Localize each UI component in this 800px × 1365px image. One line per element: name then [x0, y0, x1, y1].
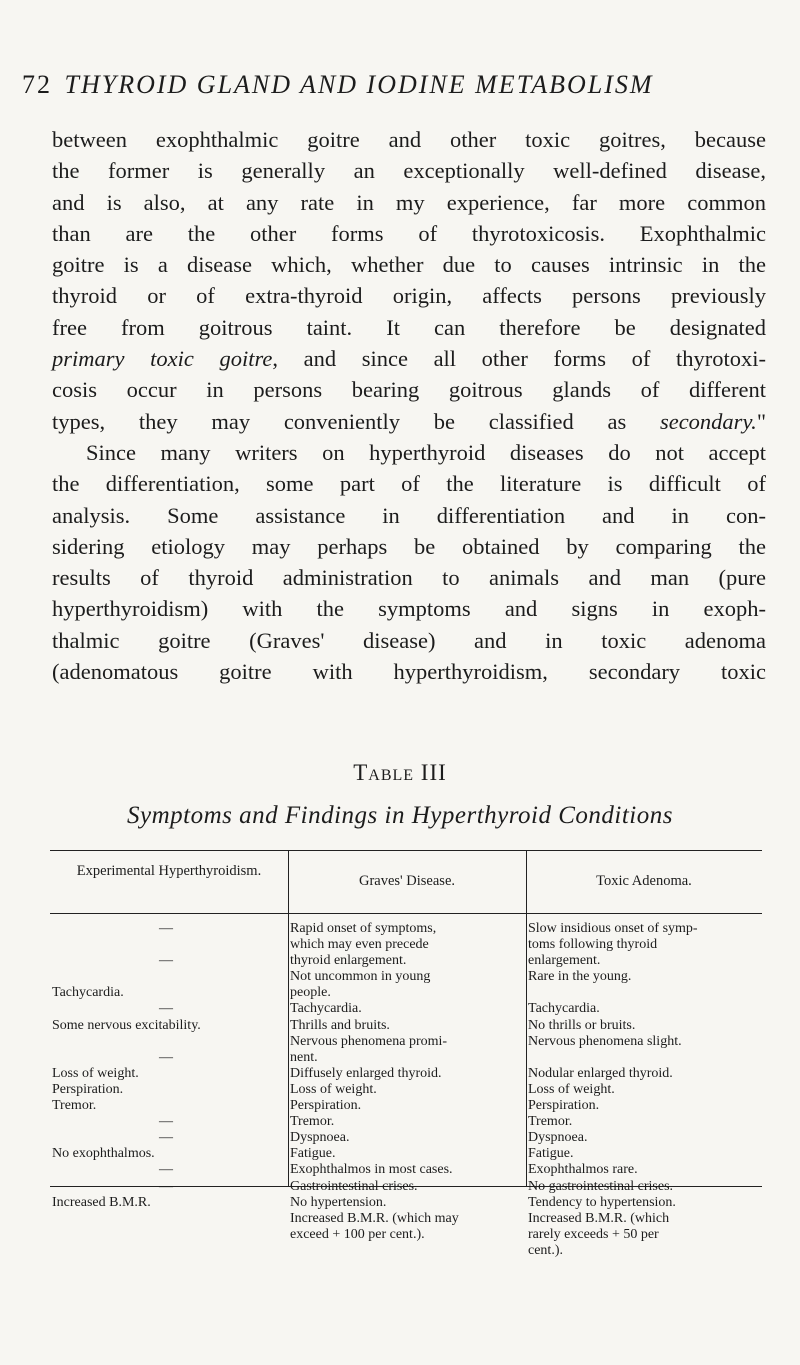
table-cell: Nervous phenomena slight. [528, 1033, 682, 1049]
table-cell: Increased B.M.R. (which may [290, 1210, 459, 1226]
table-cell: Thrills and bruits. [290, 1017, 390, 1033]
body-line: results of thyroid administration to animals and man (pure [52, 565, 766, 591]
header-graves: Graves' Disease. [358, 873, 456, 889]
table-cell: Dyspnoea. [290, 1130, 350, 1146]
table-cell: Nodular enlarged thyroid. [528, 1065, 673, 1081]
body-line-rest: , and since all other forms of thyrotoxi- [272, 346, 766, 372]
table-cell: No hypertension. [290, 1194, 387, 1210]
body-line: cosis occur in persons bearing goitrous glands of different [52, 377, 766, 403]
table-cell: nent. [290, 1049, 318, 1065]
table-label: Table III [353, 760, 447, 785]
table-cell: — [159, 1114, 173, 1130]
body-line-emphasis-primary [52, 343, 766, 374]
table-cell: — [159, 1178, 173, 1194]
table-cell [50, 969, 282, 985]
table-cell: Slow insidious onset of symp- [528, 921, 698, 936]
body-line-pre: types, they may conveniently be classified as [52, 408, 660, 434]
table-cell: No exophthalmos. [52, 1146, 155, 1162]
column-divider [526, 851, 527, 1186]
table-cell: — [159, 1162, 173, 1178]
table-cell: rarely exceeds + 50 per [528, 1226, 659, 1242]
body-text [52, 124, 766, 687]
table-cell [528, 985, 760, 1001]
table-cell: Tremor. [52, 1098, 97, 1114]
table-cell [50, 937, 282, 953]
running-header [22, 70, 654, 100]
table-cell: thyroid enlargement. [290, 953, 407, 969]
italic-primary-toxic-goitre: primary toxic goitre [52, 346, 273, 372]
table-cell: Tachycardia. [52, 985, 124, 1001]
body-line: the former is generally an exceptionally well-defined disease, [52, 158, 766, 184]
body-line: free from goitrous taint. It can therefore be designated [52, 314, 766, 340]
body-line: than are the other forms of thyrotoxicosis. Exophthalmic [52, 220, 766, 246]
body-line: the differentiation, some part of the literature is difficult of [52, 471, 766, 497]
table-cell: Exophthalmos rare. [528, 1162, 638, 1178]
table-cell: which may even precede [290, 937, 429, 953]
header-rule [50, 913, 762, 914]
table-cell: Loss of weight. [528, 1081, 615, 1097]
body-line: (adenomatous goitre with hyperthyroidism, secondary toxic [52, 659, 766, 685]
table-cell: enlargement. [528, 953, 601, 969]
body-line: thyroid or of extra-thyroid origin, affects persons previously [52, 283, 766, 309]
table-cell: Increased B.M.R. [52, 1194, 151, 1210]
header-experimental: Experimental Hyperthyroidism. [76, 863, 262, 879]
table-cell: — [159, 1049, 173, 1065]
column-graves [290, 921, 526, 1243]
table-cell: Tremor. [528, 1114, 573, 1130]
table-cell: Nervous phenomena promi- [290, 1033, 448, 1049]
table-cell: Tachycardia. [290, 1001, 362, 1017]
table-cell: — [159, 921, 173, 936]
body-line: goitre is a disease which, whether due to causes intrinsic in the [52, 252, 766, 278]
table-cell: Loss of weight. [52, 1065, 139, 1081]
table-cell: — [159, 1001, 173, 1017]
table-cell [50, 1034, 282, 1050]
table-cell: Perspiration. [528, 1098, 600, 1114]
table-cell: Tremor. [290, 1114, 335, 1130]
table-cell: Increased B.M.R. (which [528, 1210, 670, 1226]
body-line-emphasis-secondary [52, 406, 766, 437]
body-line: and is also, at any rate in my experience, far more common [52, 189, 766, 215]
table-cell: Tendency to hypertension. [528, 1194, 676, 1210]
column-divider [288, 851, 289, 1186]
table-cell: Gastrointestinal crises. [290, 1178, 418, 1194]
body-line: analysis. Some assistance in differentiation and in con- [52, 502, 766, 528]
table-cell: people. [290, 985, 331, 1001]
table-cell [528, 1050, 760, 1066]
table-cell: Perspiration. [290, 1098, 362, 1114]
running-title: THYROID GLAND AND IODINE METABOLISM [64, 70, 654, 99]
symptoms-table [50, 850, 762, 1258]
table-caption: Symptoms and Findings in Hyperthyroid Conditions [127, 802, 673, 829]
table-cell: Fatigue. [528, 1146, 574, 1162]
table-cell: No gastrointestinal crises. [528, 1178, 674, 1194]
table-cell: Loss of weight. [290, 1081, 377, 1097]
table-cell: Not uncommon in young [290, 969, 431, 985]
body-line-indented [52, 437, 766, 468]
table-cell: cent.). [528, 1242, 563, 1258]
table-cell: No thrills or bruits. [528, 1017, 636, 1033]
table-cell: Tachycardia. [528, 1001, 600, 1017]
table-cell: Rapid onset of symptoms, [290, 921, 437, 936]
table-cell: — [159, 953, 173, 969]
table-cell: Perspiration. [52, 1081, 124, 1097]
header-toxic-adenoma: Toxic Adenoma. [596, 873, 692, 889]
table-cell: Exophthalmos in most cases. [290, 1162, 453, 1178]
closing-quote: " [756, 408, 766, 434]
table-cell: exceed + 100 per cent.). [290, 1226, 425, 1242]
table-cell: — [159, 1130, 173, 1146]
table-cell: Dyspnoea. [528, 1130, 588, 1146]
column-toxic-adenoma [528, 921, 760, 1259]
table-cell: Diffusely enlarged thyroid. [290, 1065, 442, 1081]
body-line: between exophthalmic goitre and other toxic goitres, because [52, 127, 766, 152]
italic-secondary: secondary. [659, 408, 757, 434]
body-line: Since many writers on hyperthyroid diseases do not accept [86, 439, 766, 465]
body-line: sidering etiology may perhaps be obtained by comparing the [52, 533, 766, 559]
table-cell: Fatigue. [290, 1146, 336, 1162]
body-line: hyperthyroidism) with the symptoms and signs in exoph- [52, 596, 766, 622]
column-experimental [50, 921, 282, 1211]
body-line: thalmic goitre (Graves' disease) and in toxic adenoma [52, 627, 766, 653]
table-cell: Some nervous excitability. [52, 1017, 201, 1033]
page-number: 72 [22, 70, 52, 99]
table-cell: toms following thyroid [528, 937, 658, 953]
table-cell: Rare in the young. [528, 969, 632, 985]
